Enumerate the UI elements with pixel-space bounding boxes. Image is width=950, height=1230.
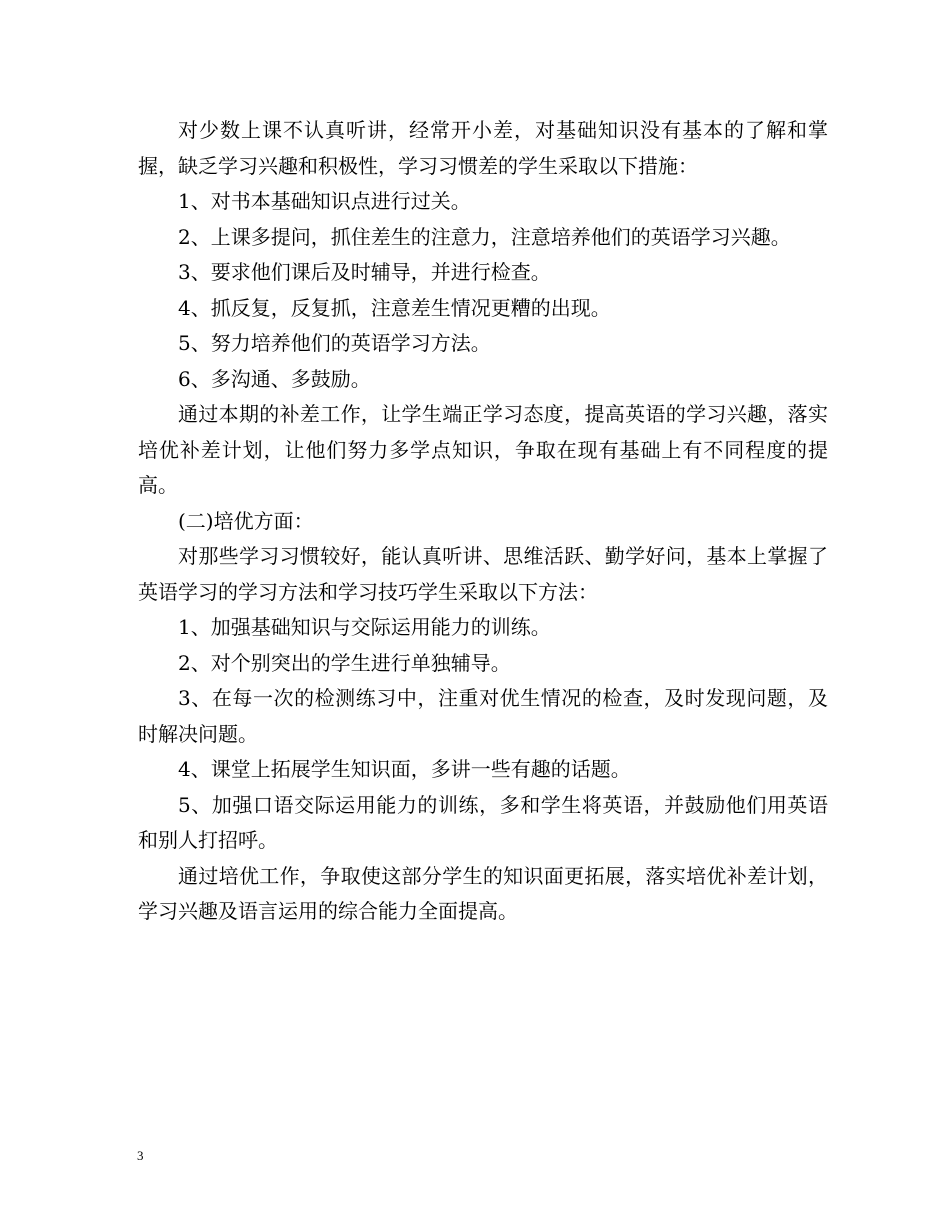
list-item: 2、对个别突出的学生进行单独辅导。 — [178, 650, 511, 675]
list-item: 5、加强口语交际运用能力的训练，多和学生将英语，并鼓励他们用英语和别人打招呼。 — [138, 792, 828, 852]
section-heading: (二)培优方面： — [178, 508, 314, 533]
list-item: 5、努力培养他们的英语学习方法。 — [178, 331, 491, 355]
paragraph: 通过培优工作，争取使这部分学生的知识面更拓展，落实培优补差计划，学习兴趣及语言运用的综合能力全面提高。 — [138, 863, 828, 923]
list-item: 1、对书本基础知识点进行过关。 — [178, 189, 471, 213]
paragraph: 通过本期的补差工作，让学生端正学习态度，提高英语的学习兴趣，落实培优补差计划，让他们努力多学点知识，争取在现有基础上有不同程度的提高。 — [138, 402, 828, 497]
paragraph: 对那些学习习惯较好，能认真听讲、思维活跃、勤学好问，基本上掌握了英语学习的学习方法和学习技巧学生采取以下方法： — [138, 544, 828, 604]
list-item: 1、加强基础知识与交际运用能力的训练。 — [178, 615, 551, 639]
list-item: 6、多沟通、多鼓励。 — [178, 366, 371, 391]
page-number: 3 — [137, 1148, 144, 1163]
list-item: 4、课堂上拓展学生知识面，多讲一些有趣的话题。 — [178, 757, 631, 781]
list-item: 3、要求他们课后及时辅导，并进行检查。 — [178, 260, 551, 284]
paragraph: 对少数上课不认真听讲，经常开小差，对基础知识没有基本的了解和掌握，缺乏学习兴趣和积极性，学习习惯差的学生采取以下措施： — [138, 118, 828, 178]
list-item: 4、抓反复，反复抓，注意差生情况更糟的出现。 — [178, 295, 611, 320]
document-body — [138, 113, 828, 930]
list-item: 2、上课多提问，抓住差生的注意力，注意培养他们的英语学习兴趣。 — [178, 224, 791, 249]
list-item: 3、在每一次的检测练习中，注重对优生情况的检查，及时发现问题，及时解决问题。 — [138, 686, 828, 746]
